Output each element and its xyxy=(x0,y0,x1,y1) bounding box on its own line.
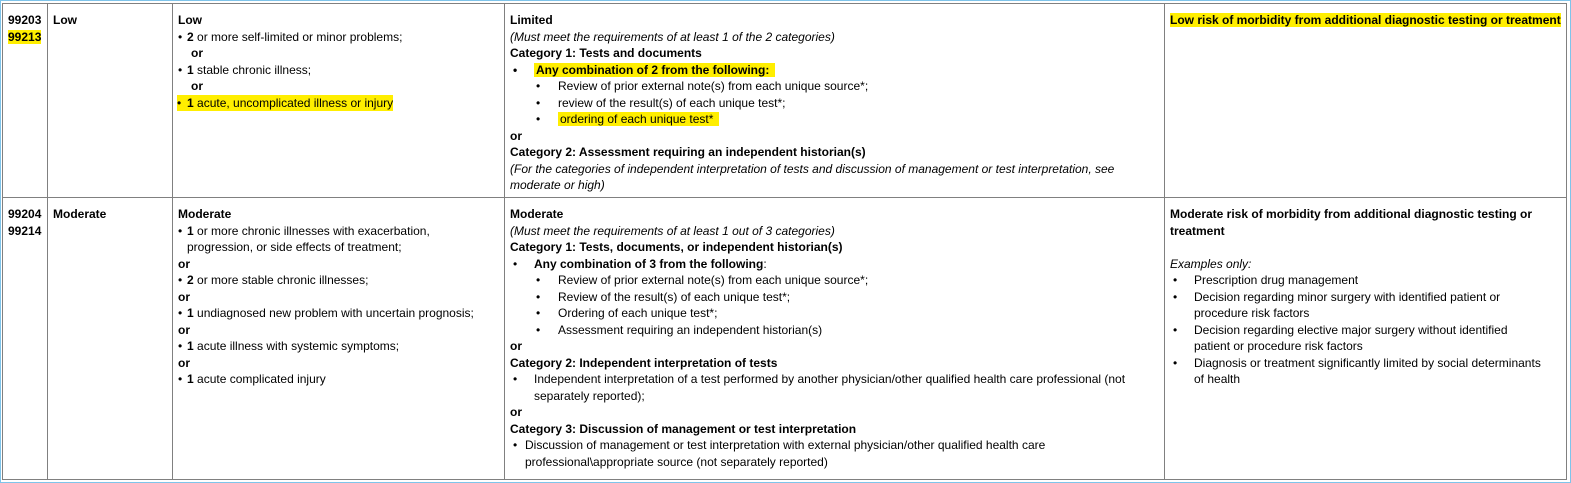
or-connector: or xyxy=(510,128,522,143)
problem-item: • 1 stable chronic illness; xyxy=(178,62,499,79)
combination-item: • Any combination of 3 from the following: xyxy=(510,256,1159,273)
risk-example: • Diagnosis or treatment significantly limited by social determinants xyxy=(1170,355,1561,372)
category-2-note: moderate or high) xyxy=(510,178,605,192)
risk-example: • Decision regarding minor surgery with identified patient or xyxy=(1170,289,1561,306)
category-1-heading: Category 1: Tests and documents xyxy=(510,46,702,60)
risk-example-continued: of health xyxy=(1194,372,1241,386)
level-cell xyxy=(48,4,173,198)
risk-heading: Moderate risk of morbidity from additional diagnostic testing or xyxy=(1170,207,1533,221)
problems-heading: Moderate xyxy=(178,207,232,221)
category-3-item: • Discussion of management or test interpretation with external physician/other qualified health care xyxy=(510,437,1159,454)
sub-item: • ordering of each unique test* xyxy=(510,111,1159,128)
or-connector: or xyxy=(178,256,190,271)
category-2-item: • Independent interpretation of a test performed by another physician/other qualified health care professional (not xyxy=(510,371,1159,388)
data-cell xyxy=(505,4,1165,198)
problems-heading: Low xyxy=(178,13,202,27)
or-connector: or xyxy=(178,322,190,337)
problems-cell xyxy=(173,198,505,480)
category-3-item-continued: professional\appropriate source (not separately reported) xyxy=(525,454,828,469)
sub-item: • Review of the result(s) of each unique test*; xyxy=(510,289,1159,306)
or-connector: or xyxy=(178,289,190,304)
or-connector: or xyxy=(191,79,203,93)
code-cell xyxy=(3,198,48,480)
cpt-code: 99213 xyxy=(8,29,42,44)
category-2-heading: Category 2: Assessment requiring an independent historian(s) xyxy=(510,145,866,159)
category-2-note: (For the categories of independent interpretation of tests and discussion of management or test interpretation, see xyxy=(510,161,1115,176)
risk-cell xyxy=(1165,4,1567,198)
sub-item: • Ordering of each unique test*; xyxy=(510,305,1159,322)
level-label: Moderate xyxy=(53,207,107,221)
or-connector: or xyxy=(178,355,190,370)
risk-example-continued: patient or procedure risk factors xyxy=(1194,339,1363,353)
cpt-code: 99203 xyxy=(8,13,42,27)
problems-cell xyxy=(173,4,505,198)
or-connector: or xyxy=(191,46,203,60)
or-connector: or xyxy=(510,405,522,419)
sub-item: • Review of prior external note(s) from each unique source*; xyxy=(510,78,1159,95)
risk-example: • Prescription drug management xyxy=(1170,272,1561,289)
combination-item: • Any combination of 2 from the following: xyxy=(510,62,1159,79)
data-cell xyxy=(505,198,1165,480)
cpt-code: 99214 xyxy=(8,223,42,238)
problem-item: • 1 undiagnosed new problem with uncertain prognosis; xyxy=(178,305,499,322)
cpt-code: 99204 xyxy=(8,207,42,221)
sub-item: • Review of prior external note(s) from each unique source*; xyxy=(510,272,1159,289)
problem-item: • 1 acute illness with systemic symptoms; xyxy=(178,338,499,355)
problem-item: • 1 or more chronic illnesses with exacerbation, xyxy=(178,223,499,240)
table-row xyxy=(3,198,1567,480)
risk-example-continued: procedure risk factors xyxy=(1194,306,1310,320)
category-2-item-continued: separately reported); xyxy=(534,388,645,403)
sub-item: • Assessment requiring an independent historian(s) xyxy=(510,322,1159,339)
problem-item: • 1 acute, uncomplicated illness or injury xyxy=(178,95,499,112)
risk-heading-continued: treatment xyxy=(1170,223,1225,238)
problem-item: • 1 acute complicated injury xyxy=(178,371,499,388)
data-note: (Must meet the requirements of at least 1 of the 2 categories) xyxy=(510,29,835,44)
level-label: Low xyxy=(53,13,77,27)
or-connector: or xyxy=(510,339,522,353)
problem-item-continued: progression, or side effects of treatment; xyxy=(187,240,402,254)
category-3-heading: Category 3: Discussion of management or test interpretation xyxy=(510,421,857,436)
data-heading: Limited xyxy=(510,13,553,27)
risk-cell xyxy=(1165,198,1567,480)
category-1-heading: Category 1: Tests, documents, or independent historian(s) xyxy=(510,240,843,254)
problem-item: • 2 or more stable chronic illnesses; xyxy=(178,272,499,289)
table-row xyxy=(3,4,1567,198)
data-heading: Moderate xyxy=(510,207,564,221)
risk-heading: Low risk of morbidity from additional diagnostic testing or treatment xyxy=(1170,13,1561,27)
sub-item: • review of the result(s) of each unique test*; xyxy=(510,95,1159,112)
level-cell xyxy=(48,198,173,480)
data-note: (Must meet the requirements of at least 1 out of 3 categories) xyxy=(510,223,835,238)
code-cell xyxy=(3,4,48,198)
risk-example: • Decision regarding elective major surgery without identified xyxy=(1170,322,1561,339)
mdm-table xyxy=(2,3,1567,480)
category-2-heading: Category 2: Independent interpretation of tests xyxy=(510,355,778,370)
examples-label: Examples only: xyxy=(1170,256,1252,271)
problem-item: • 2 or more self-limited or minor problems; xyxy=(178,29,499,46)
